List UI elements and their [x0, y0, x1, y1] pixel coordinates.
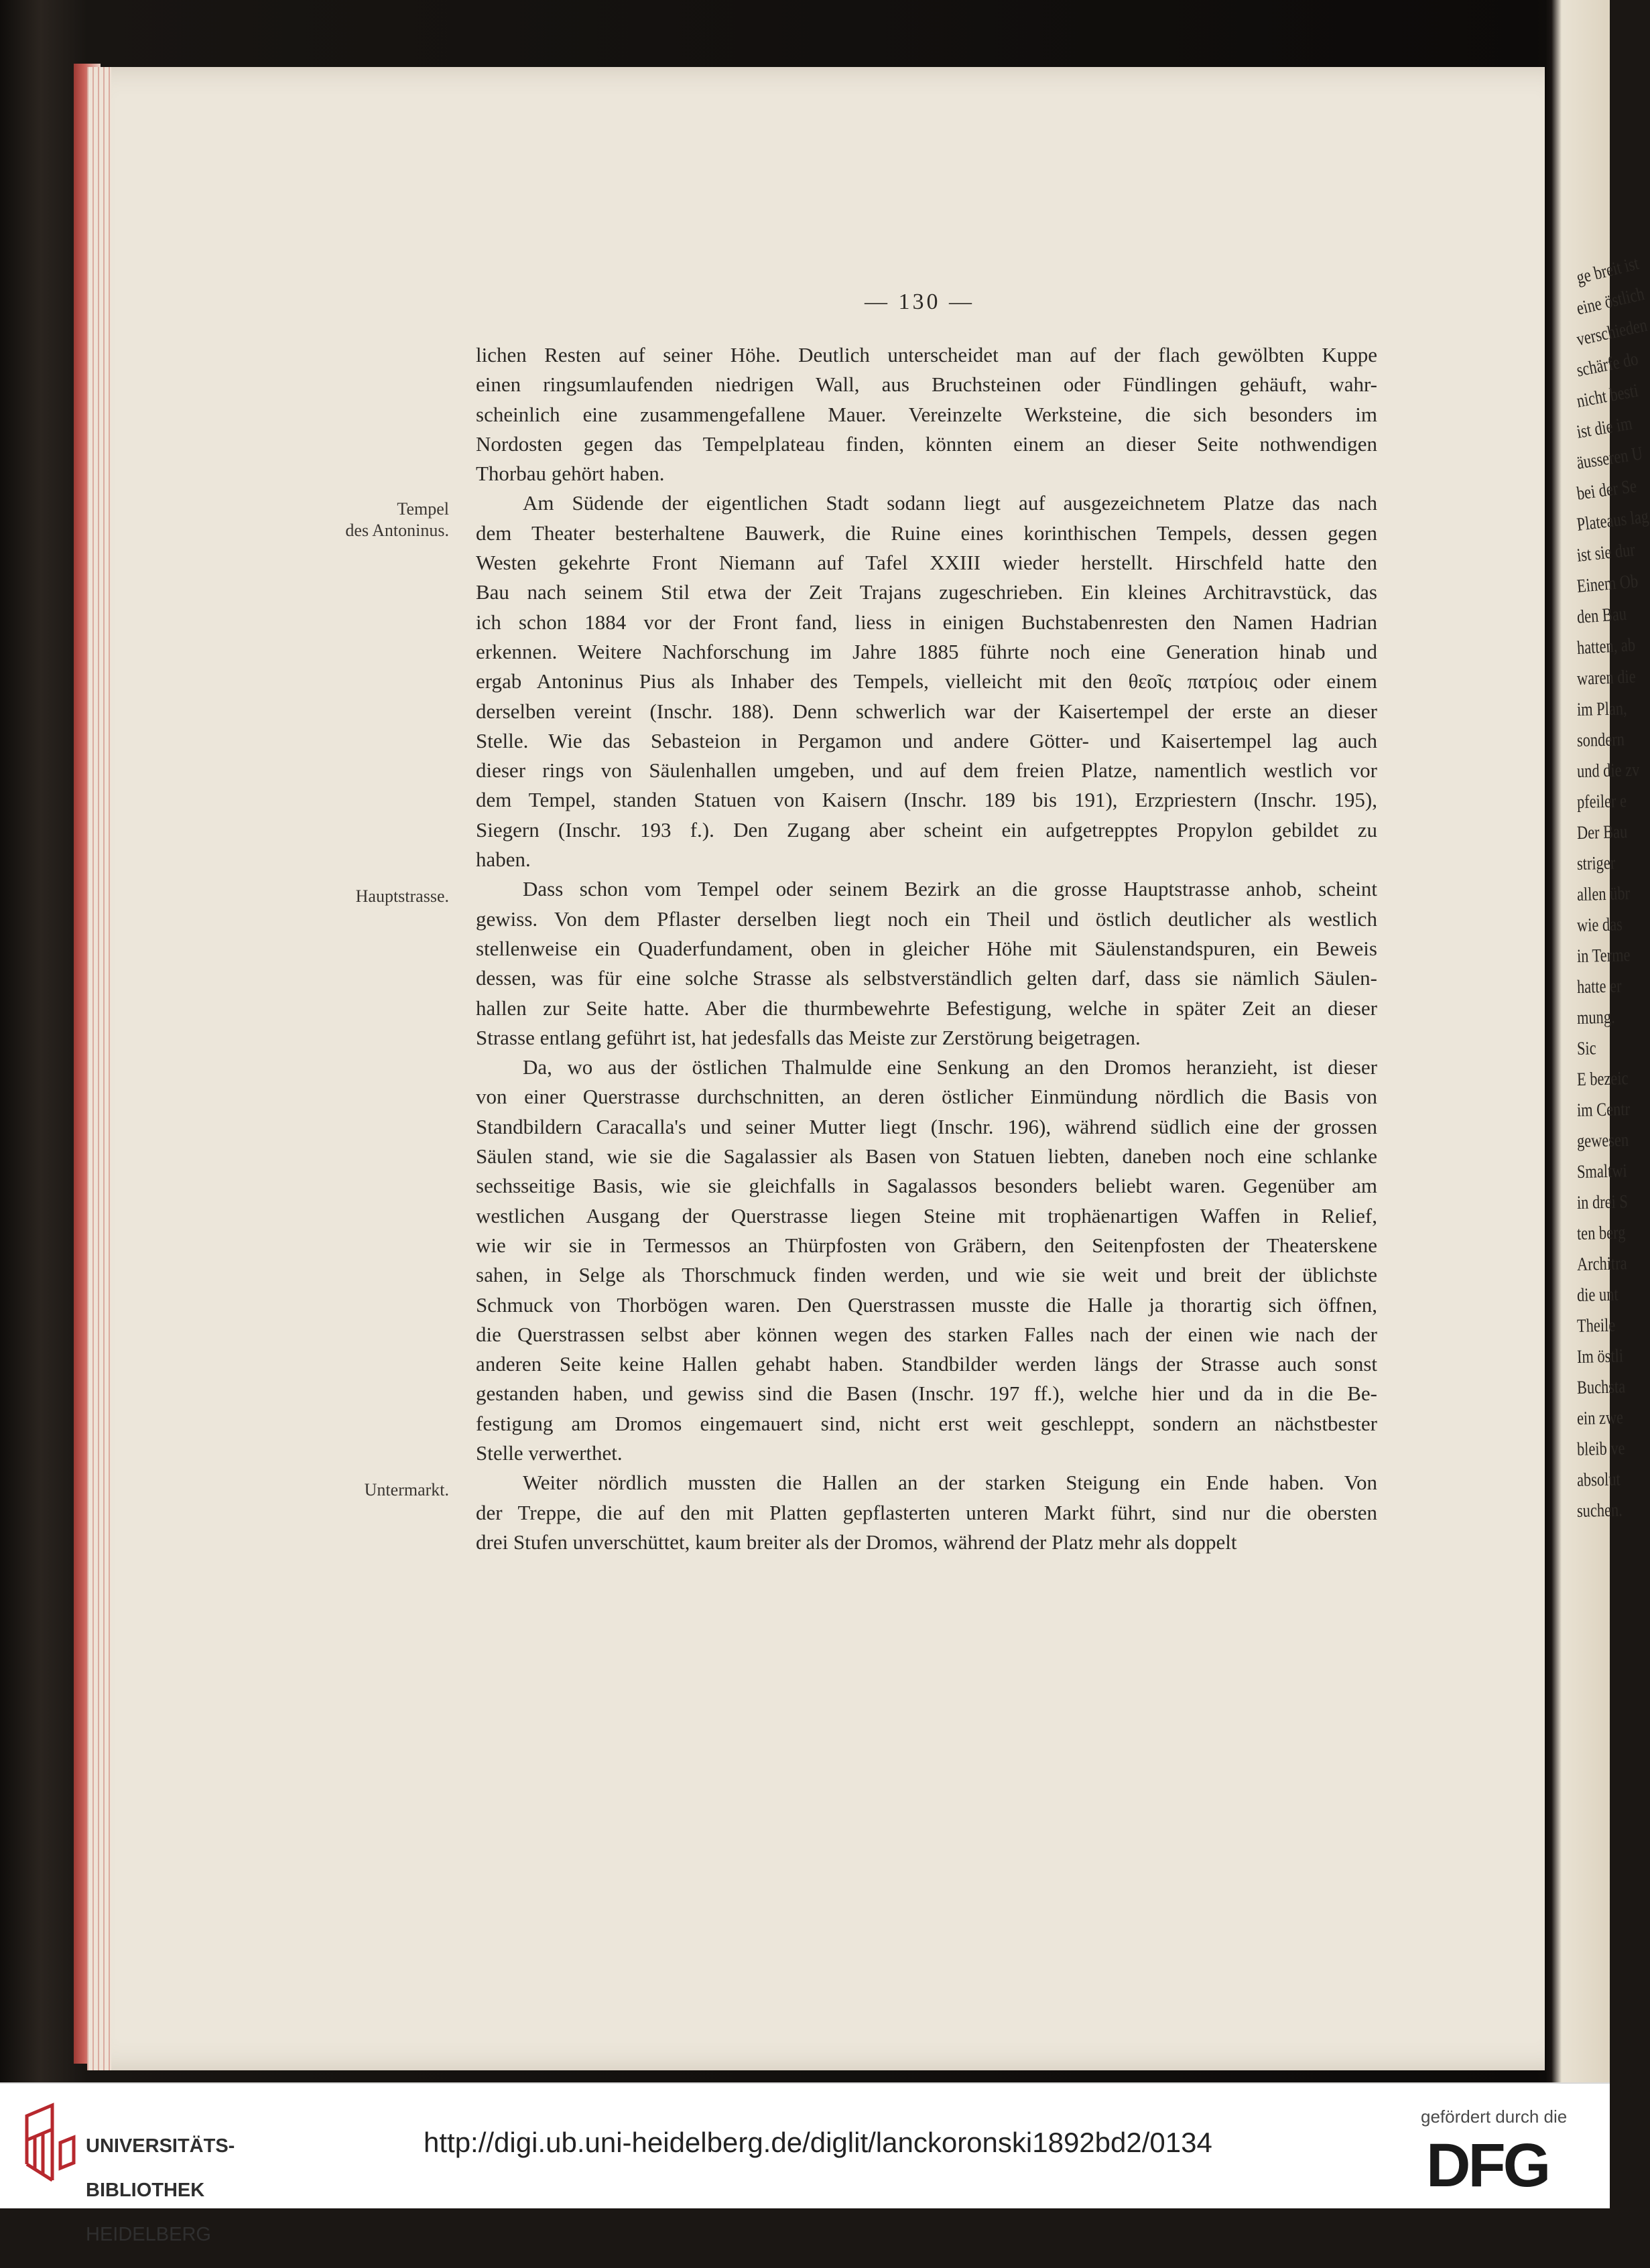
facing-page-fragment: Sic: [1576, 1038, 1596, 1059]
library-name: [86, 2113, 235, 2268]
facing-page-fragment: allen übr: [1576, 883, 1631, 905]
text-line: drei Stufen unverschüttet, kaum breiter als der Dromos, während der Platz mehr als doppelt: [476, 1530, 1237, 1554]
text-line: Am Südende der eigentlichen Stadt sodann liegt auf ausgezeichnetem Platze das nach: [523, 491, 1377, 515]
text-line: Nordosten gegen das Tempelplateau finden, könnten einem an dieser Seite nothwendigen: [476, 431, 1377, 456]
facing-page-fragment: Smaltwi: [1576, 1160, 1628, 1183]
facing-page-fragment: striger: [1576, 852, 1616, 874]
facing-page-fragment: eine östlich: [1574, 283, 1647, 320]
text-line: Siegern (Inschr. 193 f.). Den Zugang aber scheint ein aufgetrepptes Propylon gebildet zu: [476, 817, 1377, 842]
facing-page-fragment: Theile: [1576, 1315, 1616, 1337]
sidenote-hauptstrasse: Hauptstrasse.: [355, 886, 449, 906]
facing-page-fragment: in drei S: [1576, 1191, 1629, 1213]
text-line: Säulen stand, wie sie die Sagalassier als Basen von Statuen liebten, daneben noch eine schlanke: [476, 1144, 1377, 1169]
text-line: sahen, in Selge als Thorschmuck finden werden, und wie sie weit und breit der üblichste: [476, 1263, 1377, 1287]
facing-page-fragment: ein zwe: [1576, 1407, 1624, 1429]
facing-page-fragment: wie das: [1576, 914, 1623, 936]
facing-page-fragment: suchen.: [1576, 1499, 1623, 1522]
facing-page-fragment: im Plan,: [1576, 698, 1628, 720]
viewer-footer: [0, 2082, 1610, 2245]
text-line: die Querstrassen selbst aber können wegen des starken Falles nach der einen wie nach der: [476, 1322, 1377, 1346]
facing-page-fragment: in Terme: [1576, 945, 1631, 967]
facing-page-fragment: ist die im: [1575, 413, 1634, 443]
text-line: gewiss. Von dem Pflaster derselben liegt noch ein Theil und östlich deutlicher als westlich: [476, 907, 1377, 931]
text-line: ergab Antoninus Pius als Inhaber des Tempels, vielleicht mit den θεοῖς πατρίοις oder einem: [476, 669, 1377, 693]
facing-page-fragment: die unt: [1576, 1284, 1619, 1306]
facing-page-fragment: Im östli: [1576, 1345, 1624, 1368]
library-logo-icon: [20, 2103, 76, 2187]
facing-page-fragment: schärfe do: [1574, 348, 1640, 381]
library-name-line3: HEIDELBERG: [86, 2224, 211, 2245]
facing-page-fragment: mung.: [1576, 1006, 1615, 1028]
text-line: Westen gekehrte Front Niemann auf Tafel XXIII wieder herstellt. Hirschfeld hatte den: [476, 551, 1377, 575]
text-line: hallen zur Seite hatte. Aber die thurmbewehrte Befestigung, welche in später Zeit an dieser: [476, 996, 1377, 1020]
facing-page-fragment: hatten, ab: [1576, 635, 1636, 659]
facing-page-fragment: verschieden: [1574, 314, 1649, 350]
facing-page-fragment: Der Bau: [1576, 821, 1628, 844]
text-line: Strasse entlang geführt ist, hat jedesfalls das Meiste zur Zerstörung beigetragen.: [476, 1025, 1141, 1049]
facing-page-fragment: den Bau: [1576, 603, 1627, 628]
text-line: von einer Querstrasse durchschnitten, an deren östlicher Einmündung nördlich die Basis von: [476, 1085, 1377, 1109]
text-line: dessen, was für eine solche Strasse als selbstverständlich gelten darf, dass sie nämlich Säulen-: [476, 966, 1377, 990]
facing-page-fragment: ist sie dur: [1576, 539, 1637, 566]
text-line: erkennen. Weitere Nachforschung im Jahre 1885 führte noch eine Generation hinab und: [476, 639, 1377, 663]
body-text: [476, 340, 1377, 1557]
facing-page-fragment: E bezeic: [1576, 1068, 1629, 1090]
text-line: Standbildern Caracalla's und seiner Mutter liegt (Inschr. 196), während südlich eine der grossen: [476, 1114, 1377, 1138]
facing-page-fragment: gewesen: [1576, 1130, 1629, 1152]
facing-page-fragment: bei der Se: [1575, 476, 1638, 505]
text-line: Bau nach seinem Stil etwa der Zeit Trajans zugeschrieben. Ein kleines Architravstück, das: [476, 580, 1377, 604]
facing-page-fragment: waren die: [1576, 666, 1637, 689]
text-line: derselben vereint (Inschr. 188). Denn schwerlich war der Kaisertempel der erste an dieser: [476, 699, 1377, 723]
text-line: wie wir sie in Termessos an Thürpfosten von Gräbern, den Seitenpfosten der Theaterskene: [476, 1233, 1377, 1257]
page-number: — 130 —: [865, 289, 974, 314]
facing-page-fragment: hatte er: [1576, 976, 1622, 998]
library-name-line2: BIBLIOTHEK: [86, 2180, 205, 2201]
text-line: dieser rings von Säulenhallen umgeben, und auf dem freien Platze, namentlich westlich vor: [476, 758, 1377, 783]
text-line: lichen Resten auf seiner Höhe. Deutlich unterscheidet man auf der flach gewölbten Kuppe: [476, 343, 1377, 366]
page-url-link[interactable]: http://digi.ub.uni-heidelberg.de/diglit/lanckoronski1892bd2/0134: [424, 2127, 1212, 2158]
facing-page-fragment: pfeiler e: [1576, 791, 1627, 813]
text-line: der Treppe, die auf den mit Platten gepflasterten unteren Markt führt, sind nur die obersten: [476, 1500, 1377, 1524]
text-line: anderen Seite keine Hallen gehabt haben. Standbilder werden längs der Strasse auch sonst: [476, 1352, 1377, 1376]
facing-page-fragment: absolut: [1576, 1469, 1621, 1491]
text-line: Schmuck von Thorbögen waren. Den Querstrassen musste die Halle ja thorartig sich öffnen,: [476, 1292, 1377, 1317]
text-line: westlichen Ausgang der Querstrasse liegen Steine mit trophäenartigen Waffen in Relief,: [476, 1203, 1377, 1227]
facing-page-fragment: nicht besti: [1575, 380, 1640, 412]
funded-by-caption: gefördert durch die: [1421, 2107, 1568, 2127]
facing-page-fragment: bleib ve: [1576, 1438, 1625, 1460]
text-line: ich schon 1884 vor der Front fand, liess in einigen Buchstabenresten den Namen Hadrian: [476, 610, 1377, 634]
text-line: dem Tempel, standen Statuen von Kaisern (Inschr. 189 bis 191), Erzpriestern (Inschr. 195),: [476, 788, 1377, 812]
sidenote-untermarkt: Untermarkt.: [364, 1480, 449, 1499]
library-name-line1: UNIVERSITÄTS-: [86, 2135, 235, 2157]
facing-page-fragment: Architra: [1576, 1253, 1627, 1275]
text-line: Weiter nördlich mussten die Hallen an der starken Steigung ein Ende haben. Von: [523, 1471, 1377, 1495]
text-line: Stelle. Wie das Sebasteion in Pergamon und andere Götter- und Kaisertempel lag auch: [476, 728, 1377, 752]
facing-page-fragment: Buchsta: [1576, 1376, 1626, 1398]
text-line: Dass schon vom Tempel oder seinem Bezirk an die grosse Hauptstrasse anhob, scheint: [523, 877, 1377, 901]
text-line: scheinlich eine zusammengefallene Mauer. Vereinzelte Werksteine, die sich besonders im: [476, 402, 1377, 426]
facing-page-fragment: im Centr: [1576, 1099, 1631, 1121]
facing-page-fragment: Plateaus lag: [1576, 506, 1650, 535]
facing-page-fragment: ten berg: [1576, 1222, 1626, 1244]
text-line: einen ringsumlaufenden niedrigen Wall, aus Bruchsteinen oder Fündlingen gehäuft, wahr-: [476, 373, 1377, 397]
text-line: festigung am Dromos eingemauert sind, nicht erst weit geschleppt, sondern an nächstbester: [476, 1411, 1377, 1435]
text-line: stellenweise ein Quaderfundament, oben in gleicher Höhe mit Säulenstandspuren, ein Beweis: [476, 936, 1377, 960]
sidenote-tempel: Tempel des Antoninus.: [345, 499, 449, 540]
text-line: Thorbau gehört haben.: [476, 462, 665, 486]
facing-page-fragment: und die zv: [1576, 759, 1640, 782]
dfg-logo-icon: DFG: [1426, 2131, 1549, 2200]
page-stack-edge: [87, 67, 111, 2070]
facing-page-fragment: äusseren U: [1575, 443, 1645, 474]
text-line: Stelle verwerthet.: [476, 1441, 623, 1465]
facing-page-strip: [1545, 0, 1650, 2082]
text-line: haben.: [476, 848, 531, 872]
facing-page-fragment: ge breit ist: [1574, 253, 1641, 289]
text-line: Da, wo aus der östlichen Thalmulde eine Senkung an den Dromos heranzieht, ist dieser: [523, 1055, 1377, 1079]
facing-page-fragment: Einem Ob: [1576, 571, 1639, 597]
text-line: dem Theater besterhaltene Bauwerk, die Ruine eines korinthischen Tempels, dessen gegen: [476, 521, 1377, 545]
facing-page-fragment: sondern: [1576, 729, 1625, 751]
text-line: gestanden haben, und gewiss sind die Basen (Inschr. 197 ff.), welche hier und da in die Be-: [476, 1382, 1377, 1406]
text-line: sechsseitige Basis, wie sie gleichfalls in Sagalassos besonders beliebt waren. Gegenüber am: [476, 1174, 1377, 1198]
